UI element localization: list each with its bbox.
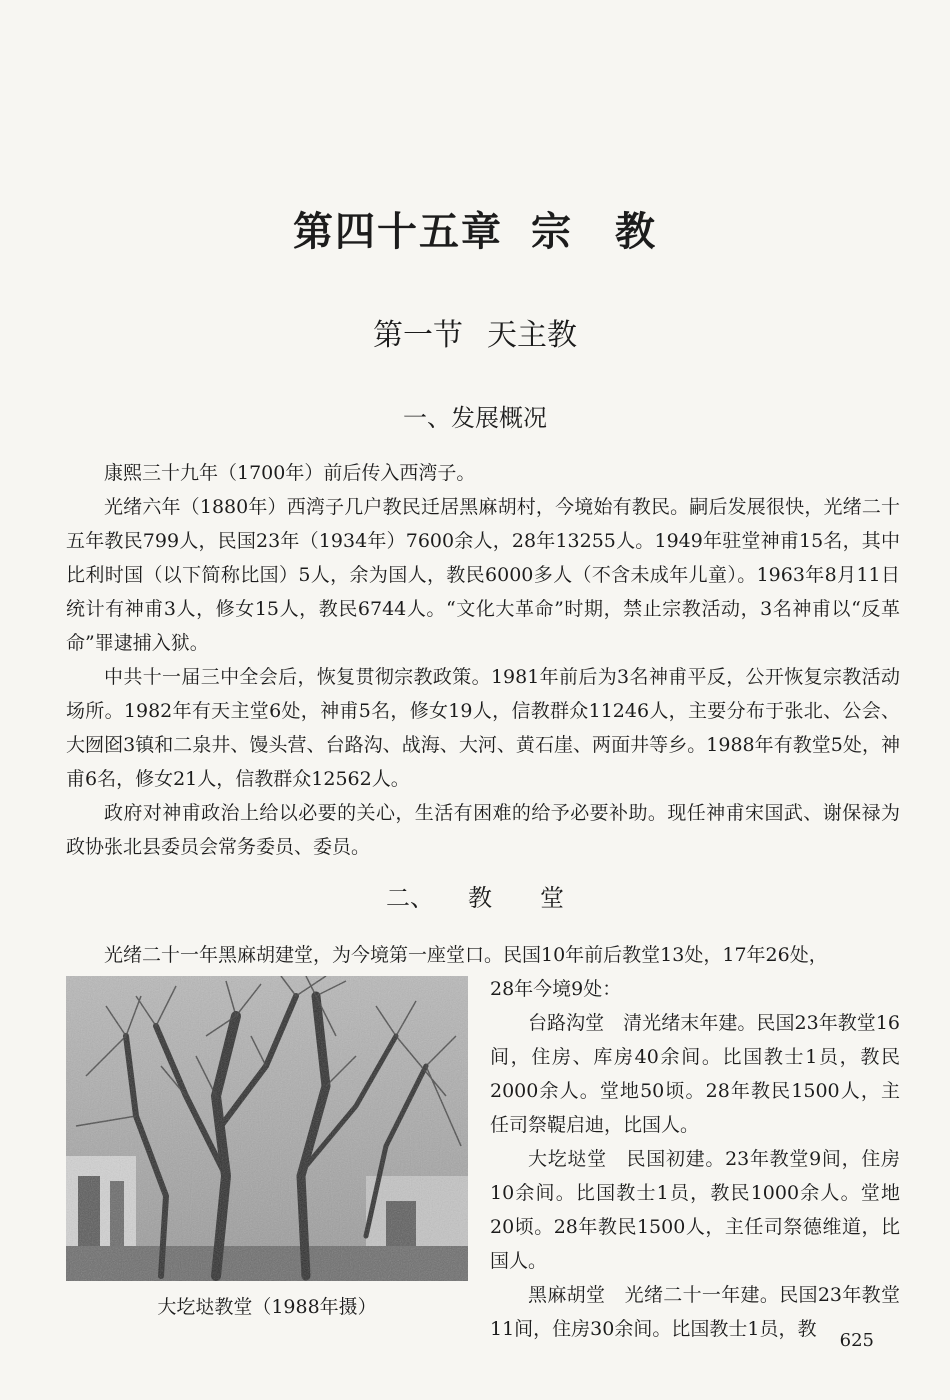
section-title: 天主教 [487, 318, 577, 353]
photo-frame [66, 976, 468, 1281]
church-entry: 黑麻胡堂 光绪二十一年建。民国23年教堂11间，住房30余间。比国教士1员，教 [490, 1284, 900, 1340]
church-photo [66, 976, 468, 1281]
subsection-number: 一、 [403, 404, 451, 432]
subsection-title: 发展概况 [451, 404, 547, 432]
section-heading [0, 310, 950, 354]
paragraph: 康熙三十九年（1700年）前后传入西湾子。 [104, 462, 476, 484]
section2-intro [66, 938, 900, 972]
subsection-title: 教 堂 [468, 884, 564, 912]
section2-intro-continued: 28年今境9处： [490, 978, 622, 1000]
church-list [490, 972, 900, 1346]
church-entry: 大圪垯堂 民国初建。23年教堂9间，住房10余间。比国教士1员，教民1000余人。堂地20顷。28年教民1500人，主任司祭德维道，比国人。 [490, 1148, 900, 1272]
chapter-title: 宗 教 [531, 208, 657, 255]
paragraph: 光绪六年（1880年）西湾子几户教民迁居黑麻胡村，今境始有教民。嗣后发展很快，光绪二十五年教民799人，民国23年（1934年）7600余人，28年13255人。1949年驻堂神甫15名，其中比利时国（以下简称比国）5人，余为国人，教民6000多人（不含未成年儿童）。1963年8月11日统计有神甫3人，修女15人，教民6744人。“文化大革命”时期，禁止宗教活动，3名神甫以“反革命”罪逮捕入狱。 [66, 496, 900, 654]
paragraph: 光绪二十一年黑麻胡建堂，为今境第一座堂口。民国10年前后教堂13处，17年26处， [104, 944, 828, 966]
chapter-heading [0, 200, 950, 257]
paragraph: 中共十一届三中全会后，恢复贯彻宗教政策。1981年前后为3名神甫平反，公开恢复宗教活动场所。1982年有天主堂6处，神甫5名，修女19人，信教群众11246人，主要分布于张北、公会、大囫囵3镇和二泉井、馒头营、台路沟、战海、大河、黄石崖、两面井等乡。1988年有教堂5处，神甫6名，修女21人，信教群众12562人。 [66, 666, 900, 790]
photo-caption: 大圪垯教堂（1988年摄） [157, 1296, 377, 1318]
church-entry: 台路沟堂 清光绪末年建。民国23年教堂16间，住房、库房40余间。比国教士1员，教民2000余人。堂地50顷。28年教民1500人，主任司祭鞮启迪，比国人。 [490, 1012, 900, 1136]
section-number: 第一节 [373, 318, 463, 353]
chapter-number: 第四十五章 [293, 208, 503, 255]
paragraph: 政府对神甫政治上给以必要的关心，生活有困难的给予必要补助。现任神甫宋国武、谢保禄为政协张北县委员会常务委员、委员。 [66, 802, 900, 858]
subsection-heading-2 [0, 878, 950, 913]
subsection-number: 二、 [386, 884, 434, 912]
church-photo-image [66, 976, 468, 1281]
section1-body [66, 456, 900, 864]
page-number: 625 [839, 1330, 874, 1351]
subsection-heading-1 [0, 398, 950, 433]
